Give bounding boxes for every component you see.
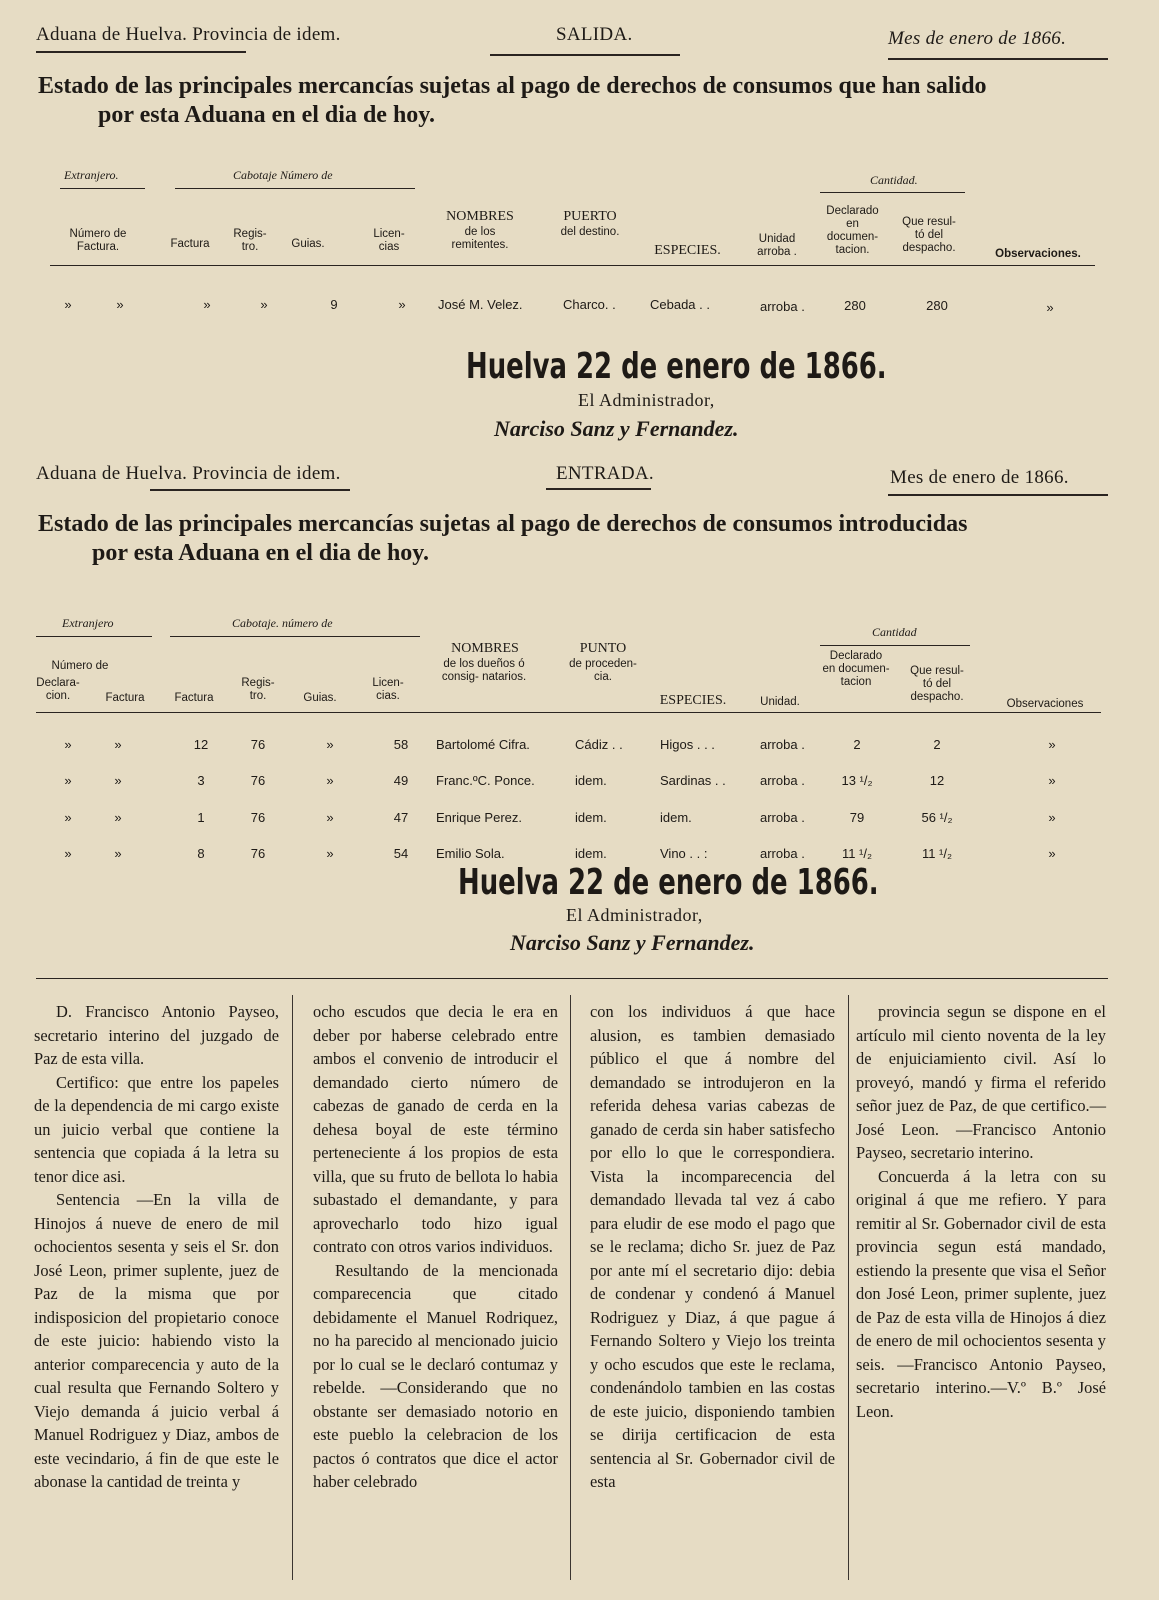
- cell-factura-a: »: [114, 773, 122, 788]
- entrada-header-left: Aduana de Huelva. Provincia de idem.: [36, 463, 341, 484]
- cell-declaracion: »: [64, 846, 72, 861]
- cell-declarado: 11 ¹/₂: [841, 846, 873, 861]
- cell-guias: »: [326, 773, 334, 788]
- group-rule: [820, 192, 965, 193]
- header-rule: [546, 488, 651, 490]
- cell-licencias-2: »: [398, 297, 406, 312]
- cell-resulto: 56 ¹/₂: [921, 810, 953, 825]
- entrada-col-punto-sub: de proceden- cia.: [569, 658, 637, 683]
- salida-col-registro: Regis- tro.: [233, 228, 267, 253]
- salida-header-center: SALIDA.: [556, 24, 633, 45]
- entrada-col-nombres-sub: de los dueños ó consig- natarios.: [441, 658, 527, 683]
- group-rule: [60, 188, 145, 189]
- salida-col-nombres-title: NOMBRES: [446, 209, 514, 224]
- paragraph: Sentencia —En la villa de Hinojos á nueve de enero de mil ochocientos sesenta y seis el Sr. don José Leon, primer suplente, juez de Paz de la misma que por indisposicion del propietario conoce de este juicio: habiendo visto la anterior comparecencia y auto de la cual resulta que Fernando Soltero y Viejo demanda á juicio verbal á Manuel Rodriguez y Diaz, ambos de este vecindario, á fin de que este le abonase la cantidad de treinta y: [34, 1190, 279, 1491]
- header-rule: [150, 489, 350, 491]
- cell-unidad: arroba .: [760, 773, 805, 788]
- cell-unidad: arroba .: [760, 846, 805, 861]
- cell-factura: 12: [193, 737, 209, 752]
- cell-registro: 76: [250, 846, 266, 861]
- cell-factura: 3: [197, 773, 205, 788]
- group-rule: [175, 188, 415, 189]
- salida-group-cantidad: Cantidad.: [870, 173, 918, 187]
- cell-nombre: Emilio Sola.: [436, 846, 505, 861]
- paragraph: Certifico: que entre los papeles de la dependencia de mi cargo existe un juicio verbal que contiene la sentencia que copiada á la letra su tenor dice asi.: [34, 1072, 279, 1186]
- cell-guias: »: [260, 297, 268, 312]
- cell-obs: »: [1048, 846, 1056, 861]
- cell-especie: idem.: [660, 810, 692, 825]
- entrada-col-guias: Guias.: [303, 692, 337, 704]
- column-divider: [570, 995, 571, 1580]
- cell-nombre: Franc.ºC. Ponce.: [436, 773, 535, 788]
- entrada-title-line1: Estado de las principales mercancías sujetas al pago de derechos de consumos introducidas: [38, 511, 968, 537]
- salida-col-especies: ESPECIES.: [654, 243, 721, 258]
- salida-col-unidad: Unidad arroba .: [757, 233, 797, 258]
- entrada-signature-date: Huelva 22 de enero de 1866.: [458, 862, 879, 903]
- salida-col-guias: Guias.: [291, 238, 325, 250]
- cell-numero: »: [64, 297, 72, 312]
- cell-licencias: 58: [393, 737, 409, 752]
- entrada-col-factura: Factura: [174, 692, 214, 704]
- entrada-group-extranjero: Extranjero: [62, 616, 114, 630]
- salida-header-right: Mes de enero de 1866.: [888, 28, 1067, 49]
- cell-declaracion: »: [64, 773, 72, 788]
- entrada-col-observaciones: Observaciones: [1006, 698, 1084, 710]
- salida-header-left: Aduana de Huelva. Provincia de idem.: [36, 24, 341, 45]
- entrada-signature-name: Narciso Sanz y Fernandez.: [510, 930, 755, 955]
- group-rule: [820, 645, 970, 646]
- cell-punto: idem.: [575, 773, 607, 788]
- cell-registro: 76: [250, 737, 266, 752]
- salida-col-observaciones: Observaciones.: [995, 248, 1081, 260]
- cell-especie: Higos . . .: [660, 737, 715, 752]
- header-rule: [888, 494, 1108, 496]
- header-rule: [888, 58, 1108, 60]
- cell-resulto: 2: [933, 737, 941, 752]
- cell-obs: »: [1048, 810, 1056, 825]
- entrada-col-unidad: Unidad.: [760, 696, 800, 708]
- cell-guias: »: [326, 846, 334, 861]
- cell-licencias: 54: [393, 846, 409, 861]
- cell-resulto: 280: [926, 298, 948, 313]
- group-rule: [170, 636, 420, 637]
- entrada-col-declaracion: Declara- cion.: [36, 677, 80, 702]
- cell-factura-a: »: [114, 846, 122, 861]
- entrada-col-factura-a: Factura: [105, 692, 145, 704]
- cell-declarado: 79: [849, 810, 865, 825]
- article-column-4: [856, 1000, 1106, 1423]
- cell-especie: Vino . . :: [660, 846, 708, 861]
- entrada-group-cantidad: Cantidad: [872, 625, 917, 639]
- entrada-header-center: ENTRADA.: [556, 463, 654, 484]
- salida-col-declarado: Declarado en documen- tacion.: [826, 205, 879, 256]
- article-column-3: [590, 1000, 835, 1494]
- salida-col-nombres-sub: de los remitentes.: [451, 226, 509, 251]
- table-header-rule: [50, 265, 1095, 266]
- entrada-col-especies: ESPECIES.: [659, 693, 727, 708]
- section-divider: [36, 978, 1108, 979]
- cell-punto: idem.: [575, 846, 607, 861]
- cell-obs: »: [1048, 737, 1056, 752]
- paragraph: Concuerda á la letra con su original á que me refiero. Y para remitir al Sr. Gobernador civil de esta provincia segun está mandado, estiendo la presente que visa el Señor don José Leon, primer suplente, juez de Paz de esta villa de Hinojos á diez de enero de mil ochocientos sesenta y seis. —Francisco Antonio Payseo, secretario interino.—V.º B.º José Leon.: [856, 1166, 1106, 1421]
- cell-registro: »: [203, 297, 211, 312]
- cell-unidad: arroba .: [760, 737, 805, 752]
- cell-guias: »: [326, 737, 334, 752]
- salida-group-extranjero: Extranjero.: [64, 168, 119, 182]
- cell-resulto: 12: [929, 773, 945, 788]
- cell-nombre: Bartolomé Cifra.: [436, 737, 530, 752]
- column-divider: [848, 995, 849, 1580]
- cell-resulto: 11 ¹/₂: [921, 846, 953, 861]
- cell-unidad: arroba .: [760, 299, 805, 314]
- entrada-signature-title: El Administrador,: [566, 905, 703, 925]
- cell-licencias: 9: [330, 297, 338, 312]
- cell-licencias: 47: [393, 810, 409, 825]
- entrada-col-numero: Número de: [51, 660, 109, 672]
- cell-especie: Sardinas . .: [660, 773, 726, 788]
- cell-nombre: Enrique Perez.: [436, 810, 522, 825]
- salida-col-puerto-sub: del destino.: [560, 226, 620, 238]
- cell-puerto: Charco. .: [563, 297, 616, 312]
- salida-col-licencias: Licen- cias: [373, 228, 405, 253]
- cell-factura-a: »: [114, 810, 122, 825]
- salida-title-line1: Estado de las principales mercancías sujetas al pago de derechos de consumos que han salido: [38, 73, 987, 99]
- salida-col-numero: Número de Factura.: [69, 228, 127, 253]
- cell-obs: »: [1048, 773, 1056, 788]
- cell-registro: 76: [250, 773, 266, 788]
- cell-factura: 1: [197, 810, 205, 825]
- cell-especie: Cebada . .: [650, 297, 710, 312]
- salida-col-puerto-title: PUERTO: [563, 209, 617, 224]
- cell-declarado: 13 ¹/₂: [841, 773, 873, 788]
- salida-col-factura: Factura: [170, 238, 210, 250]
- entrada-col-punto-title: PUNTO: [579, 641, 627, 656]
- entrada-col-declarado: Declarado en documen- tacion: [822, 650, 890, 688]
- entrada-group-cabotaje: Cabotaje. número de: [232, 616, 333, 630]
- group-rule: [36, 636, 152, 637]
- salida-col-resulto: Que resul- tó del despacho.: [902, 216, 956, 254]
- cell-factura: »: [116, 297, 124, 312]
- article-column-1: [34, 1000, 279, 1494]
- cell-declarado: 280: [844, 298, 866, 313]
- table-header-rule: [36, 712, 1101, 713]
- entrada-col-nombres-title: NOMBRES: [451, 641, 519, 656]
- salida-signature-name: Narciso Sanz y Fernandez.: [494, 416, 739, 441]
- header-rule: [36, 51, 246, 53]
- cell-declaracion: »: [64, 737, 72, 752]
- cell-guias: »: [326, 810, 334, 825]
- entrada-col-registro: Regis- tro.: [241, 677, 275, 702]
- paragraph: D. Francisco Antonio Payseo, secretario interino del juzgado de Paz de esta villa.: [34, 1002, 279, 1068]
- cell-obs: »: [1046, 300, 1054, 315]
- header-rule: [490, 54, 680, 56]
- cell-factura-a: »: [114, 737, 122, 752]
- cell-unidad: arroba .: [760, 810, 805, 825]
- entrada-title-line2: por esta Aduana en el dia de hoy.: [92, 540, 429, 566]
- article-column-2: [313, 1000, 558, 1494]
- salida-signature-title: El Administrador,: [578, 390, 715, 410]
- entrada-col-resulto: Que resul- tó del despacho.: [910, 665, 964, 703]
- cell-licencias: 49: [393, 773, 409, 788]
- entrada-col-licencias: Licen- cias.: [372, 677, 404, 702]
- salida-title-line2: por esta Aduana en el dia de hoy.: [98, 102, 435, 128]
- cell-punto: idem.: [575, 810, 607, 825]
- cell-registro: 76: [250, 810, 266, 825]
- column-divider: [292, 995, 293, 1580]
- cell-nombre: José M. Velez.: [438, 297, 523, 312]
- paragraph: Resultando de la mencionada comparecencia que citado debidamente el Manuel Rodriquez, no ha parecido al mencionado juicio por lo cual se le declaró contumaz y rebelde. —Considerando que no obstante ser demasiado notorio en este pueblo la celebracion de los pactos ó contratos que dice el actor haber celebrado: [313, 1260, 558, 1491]
- cell-declarado: 2: [853, 737, 861, 752]
- paragraph: provincia segun se dispone en el artículo mil ciento noventa de la ley de enjuiciamiento civil. Así lo proveyó, mandó y firma el referido señor juez de Paz, de que certifico.— José Leon. —Francisco Antonio Payseo, secretario interino.: [856, 1002, 1106, 1162]
- cell-factura: 8: [197, 846, 205, 861]
- salida-signature-date: Huelva 22 de enero de 1866.: [466, 346, 887, 387]
- entrada-header-right: Mes de enero de 1866.: [890, 467, 1069, 488]
- salida-group-cabotaje: Cabotaje Número de: [233, 168, 333, 182]
- cell-declaracion: »: [64, 810, 72, 825]
- cell-punto: Cádiz . .: [575, 737, 623, 752]
- paragraph: con los individuos á que hace alusion, es tambien demasiado público el que á nombre del demandado se introdujeron en la referida dehesa varias cabezas de ganado de cerda sin haber satisfecho por ello lo que le correspondiera. Vista la incomparecencia del demandado llevada tal vez á cabo para eludir de ese modo el pago que se le reclama; dicho Sr. juez de Paz por ante mí el secretario dijo: debia de condenar y condenó á Manuel Rodriguez y Diaz, á que pague á Fernando Soltero y Viejo los treinta y ocho escudos que este le reclama, condenándolo tambien en las costas de este juicio, disponiendo tambien se dirija certificacion de esta sentencia al Sr. Gobernador civil de esta: [590, 1002, 835, 1491]
- paragraph: ocho escudos que decia le era en deber por haberse celebrado entre ambos el convenio de introducir el demandado cierto número de cabezas de ganado de cerda en la dehesa boyal de este término perteneciente á los propios de esta villa, que su fruto de bellota lo habia subastado el demandante, y para aprovecharlo todo hizo igual contrato con otros varios individuos.: [313, 1002, 558, 1256]
